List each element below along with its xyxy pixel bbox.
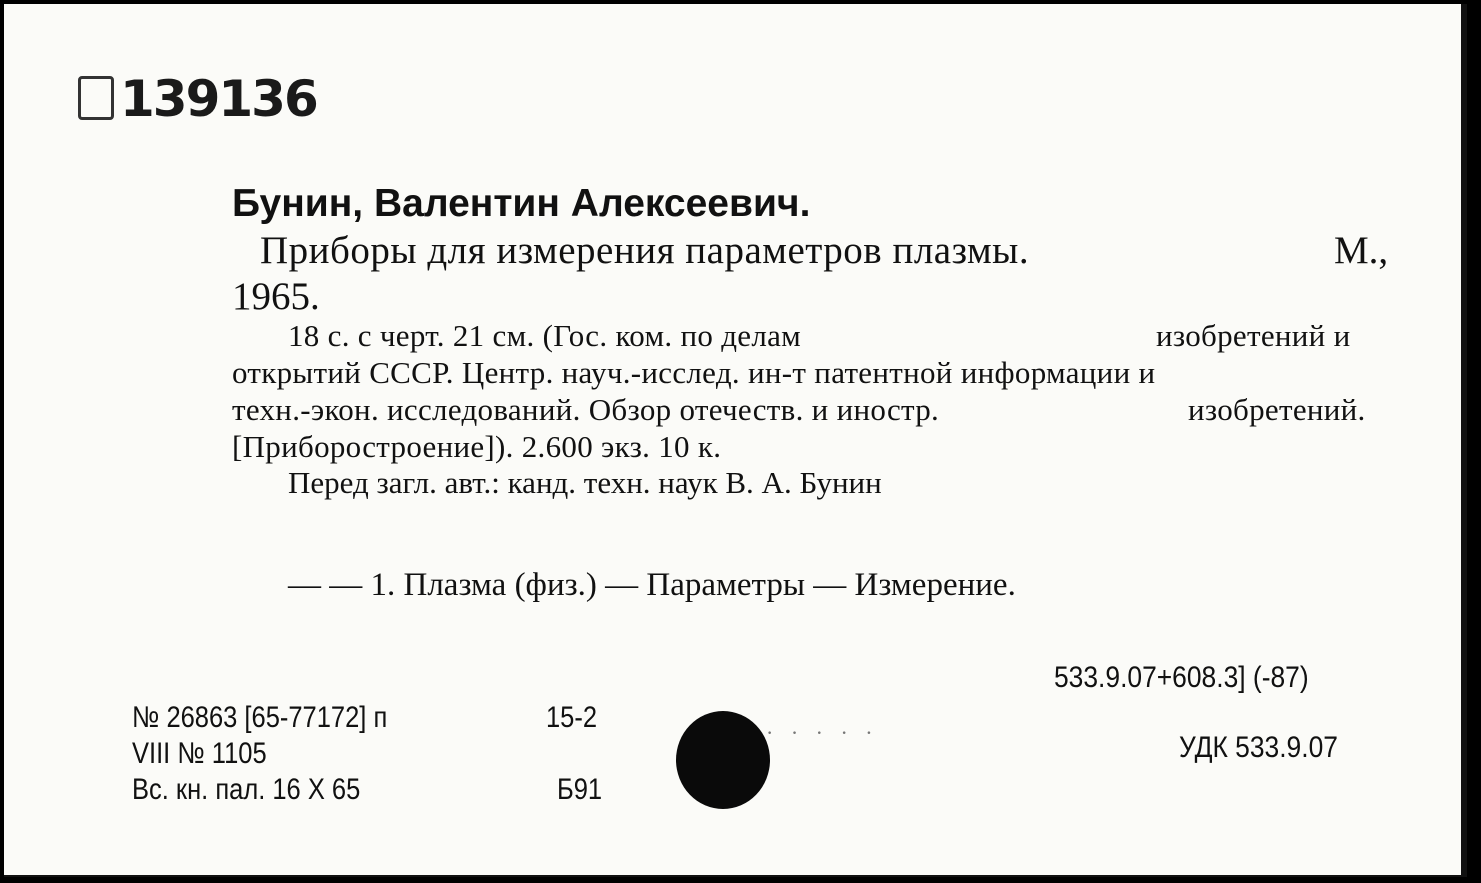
description-line-4: [Приборостроение]). 2.600 экз. 10 к. [232, 429, 722, 464]
description-line-3: техн.-экон. исследований. Обзор отечеств. и иностр. [232, 392, 940, 427]
classification-code: 533.9.07+608.3] (-87) [1054, 661, 1309, 694]
book-title: Приборы для измерения параметров плазмы. [260, 229, 1030, 272]
publication-year: 1965. [232, 275, 320, 318]
punch-hole-icon [676, 711, 770, 809]
registry-code-3: Б91 [557, 773, 603, 806]
stamp-frame-icon [78, 76, 114, 120]
subject-heading: — — 1. Плазма (физ.) — Параметры — Измерение. [288, 567, 1016, 603]
publication-place: М., [1334, 229, 1389, 272]
card-number: 139136 [120, 70, 317, 128]
registry-line-1: № 26863 [65-77172] п [132, 701, 388, 734]
description-line-2: открытий СССР. Центр. науч.-исслед. ин-т патентной информации и [232, 355, 1156, 390]
author-note: Перед загл. авт.: канд. техн. наук В. А. Бунин [288, 465, 882, 500]
registry-line-2: VIII № 1105 [132, 737, 267, 770]
registry-code-1: 15-2 [546, 701, 598, 734]
registry-line-3: Вс. кн. пал. 16 X 65 [132, 773, 361, 806]
dotted-mark-icon: · · · · · [766, 720, 879, 745]
udk-code: УДК 533.9.07 [1179, 731, 1338, 764]
catalog-card [4, 4, 1467, 877]
card-number-stamp [78, 70, 317, 128]
description-line-1: 18 с. с черт. 21 см. (Гос. ком. по делам [288, 318, 802, 353]
description-line-1-end: изобретений и [1156, 318, 1351, 353]
author-heading: Бунин, Валентин Алексеевич. [232, 182, 811, 225]
description-line-3-end: изобретений. [1188, 392, 1366, 427]
